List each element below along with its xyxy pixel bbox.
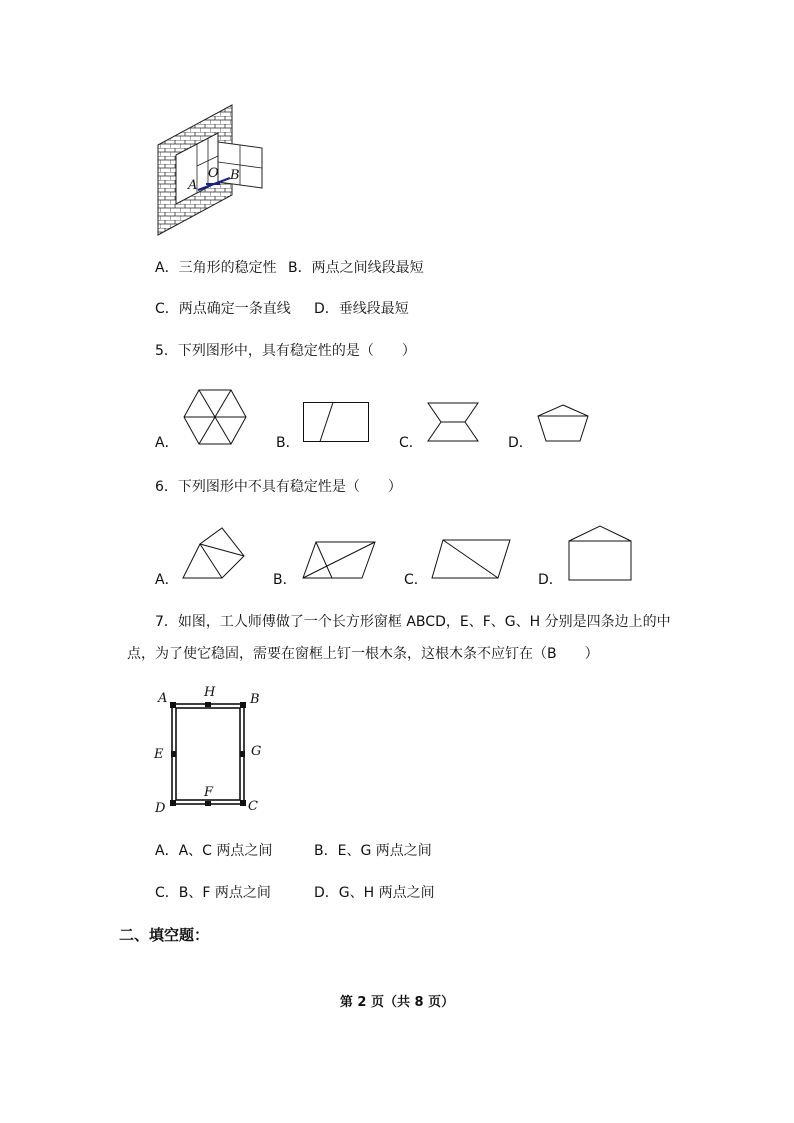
- q5-label-d: D．: [508, 435, 533, 451]
- q5-label-c: C．: [399, 435, 423, 451]
- q7-option-d: D．G、H 两点之间: [314, 885, 435, 901]
- q5-shape-a-hexagon: [183, 389, 247, 445]
- q7-label-A: A: [158, 691, 168, 706]
- q7-label-C: C: [248, 799, 258, 814]
- q5-shape-d-pentagon: [537, 404, 589, 442]
- q7-stem-line1: 7．如图，工人师傅做了一个长方形窗框 ABCD，E、F、G、H 分别是四条边上的中: [155, 614, 671, 630]
- q7-option-a: A．A、C 两点之间: [155, 843, 273, 859]
- q6-label-b: B．: [273, 572, 297, 588]
- q4-label-A: A: [188, 178, 198, 193]
- q4-option-c: C．两点确定一条直线: [155, 301, 291, 317]
- q7-label-D: D: [155, 801, 166, 816]
- q7-label-E: E: [154, 747, 164, 762]
- q5-label-b: B．: [276, 435, 300, 451]
- section-heading: 二、填空题：: [119, 926, 210, 944]
- q4-option-b: B．两点之间线段最短: [288, 260, 424, 276]
- q7-option-b: B．E、G 两点之间: [314, 843, 432, 859]
- q7-figure: [150, 685, 270, 820]
- q4-figure: [150, 100, 275, 240]
- q6-shape-c: [431, 539, 511, 579]
- q7-label-B: B: [250, 692, 260, 707]
- q6-label-c: C．: [404, 572, 428, 588]
- q5-label-a: A．: [155, 435, 179, 451]
- q4-option-a: A．三角形的稳定性: [155, 260, 277, 276]
- q6-label-d: D．: [538, 572, 563, 588]
- q6-label-a: A．: [155, 572, 179, 588]
- q5-stem: 5．下列图形中，具有稳定性的是（ ）: [155, 343, 416, 359]
- q6-shape-a: [182, 527, 246, 579]
- q5-shape-b-rectangle: [303, 402, 369, 442]
- q4-label-O: O: [208, 166, 219, 181]
- q7-label-H: H: [204, 685, 216, 700]
- q6-shape-b: [302, 541, 376, 579]
- q7-label-G: G: [251, 744, 262, 759]
- q6-shape-d: [568, 525, 632, 581]
- q7-stem-line2: 点，为了使它稳固，需要在窗框上钉一根木条，这根木条不应钉在（B ）: [127, 646, 599, 662]
- q4-option-d: D．垂线段最短: [314, 301, 409, 317]
- q7-label-F: F: [204, 785, 214, 800]
- q6-stem: 6．下列图形中不具有稳定性是（ ）: [155, 479, 402, 495]
- q7-option-c: C．B、F 两点之间: [155, 885, 271, 901]
- q5-shape-c-hourglass: [427, 402, 479, 442]
- page-footer: 第 2 页（共 8 页）: [339, 995, 455, 1010]
- q4-label-B: B: [230, 168, 240, 183]
